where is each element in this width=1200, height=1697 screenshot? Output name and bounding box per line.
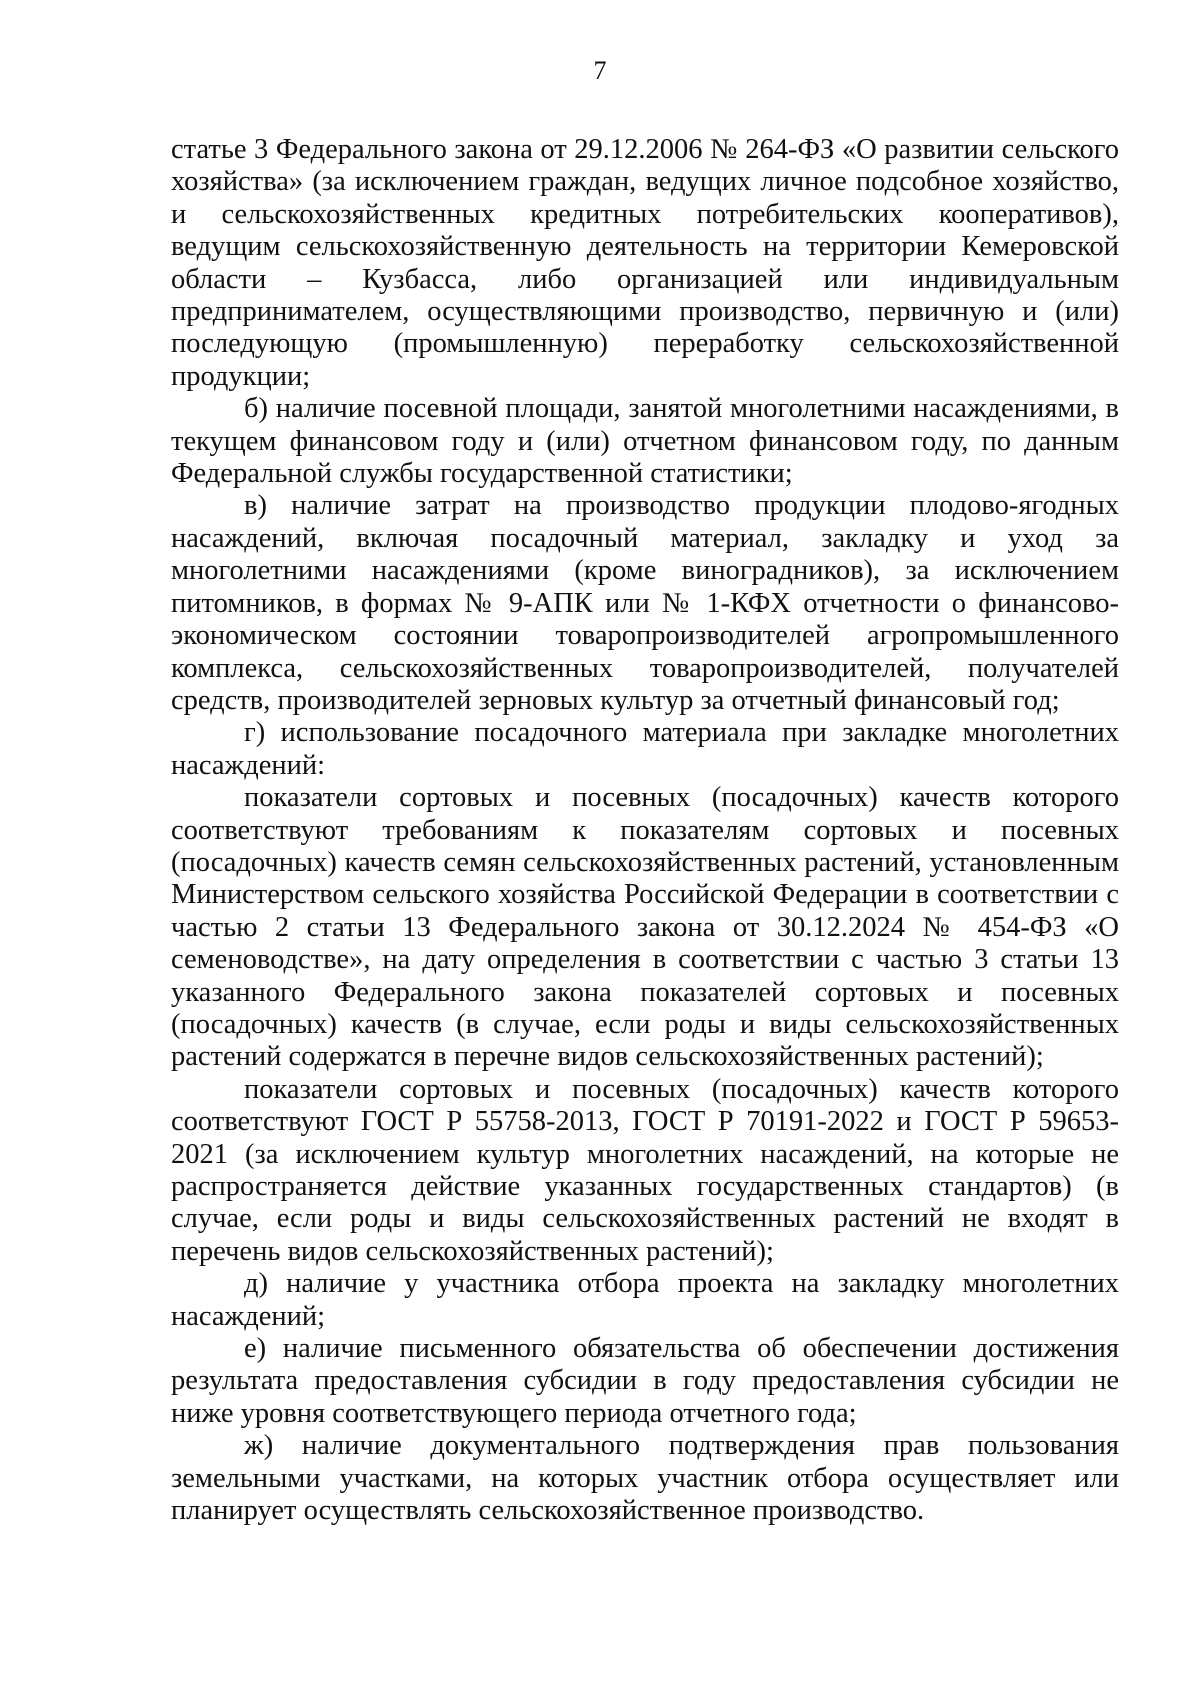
paragraph-item-b: б) наличие посевной площади, занятой многолетними насаждениями, в текущем финансовом году и (или) отчетном финансовом году, по данным Федеральной службы государственной статистики; bbox=[171, 393, 1119, 490]
paragraph-item-g-sub-2: показатели сортовых и посевных (посадочных) качеств которого соответствуют ГОСТ Р 55758-2013, ГОСТ Р 70191-2022 и ГОСТ Р 59653-2021 (за исключением культур многолетних насаждений, на которые не распространяется действие указанных государственных стандартов) (в случае, если роды и виды сельскохозяйственных растений не входят в перечень видов сельскохозяйственных растений); bbox=[171, 1073, 1119, 1267]
paragraph-item-d: д) наличие у участника отбора проекта на закладку многолетних насаждений; bbox=[171, 1268, 1119, 1332]
document-body bbox=[171, 134, 1119, 1527]
paragraph-item-g-sub-1: показатели сортовых и посевных (посадочных) качеств которого соответствуют требованиям к показателям сортовых и посевных (посадочных) качеств семян сельскохозяйственных растений, установленным Министерством сельского хозяйства Российской Федерации в соответствии с частью 2 статьи 13 Федерального закона от 30.12.2024 № 454-ФЗ «О семеноводстве», на дату определения в соответствии с частью 3 статьи 13 указанного Федерального закона показателей сортовых и посевных (посадочных) качеств (в случае, если роды и виды сельскохозяйственных растений содержатся в перечне видов сельскохозяйственных растений); bbox=[171, 782, 1119, 1073]
paragraph-item-g: г) использование посадочного материала при закладке многолетних насаждений: bbox=[171, 717, 1119, 781]
paragraph-item-v: в) наличие затрат на производство продукции плодово-ягодных насаждений, включая посадочный материал, закладку и уход за многолетними насаждениями (кроме виноградников), за исключением питомников, в формах № 9-АПК или № 1-КФХ отчетности о финансово-экономическом состоянии товаропроизводителей агропромышленного комплекса, сельскохозяйственных товаропроизводителей, получателей средств, производителей зерновых культур за отчетный финансовый год; bbox=[171, 490, 1119, 716]
paragraph-continuation: статье 3 Федерального закона от 29.12.2006 № 264-ФЗ «О развитии сельского хозяйства» (за исключением граждан, ведущих личное подсобное хозяйство, и сельскохозяйственных кредитных потребительских кооперативов), ведущим сельскохозяйственную деятельность на территории Кемеровской области – Кузбасса, либо организацией или индивидуальным предпринимателем, осуществляющими производство, первичную и (или) последующую (промышленную) переработку сельскохозяйственной продукции; bbox=[171, 134, 1119, 392]
paragraph-item-e: е) наличие письменного обязательства об обеспечении достижения результата предоставления субсидии в году предоставления субсидии не ниже уровня соответствующего периода отчетного года; bbox=[171, 1333, 1119, 1429]
page-number: 7 bbox=[593, 56, 607, 85]
paragraph-item-zh: ж) наличие документального подтверждения прав пользования земельными участками, на которых участник отбора осуществляет или планирует осуществлять сельскохозяйственное производство. bbox=[171, 1430, 1119, 1527]
